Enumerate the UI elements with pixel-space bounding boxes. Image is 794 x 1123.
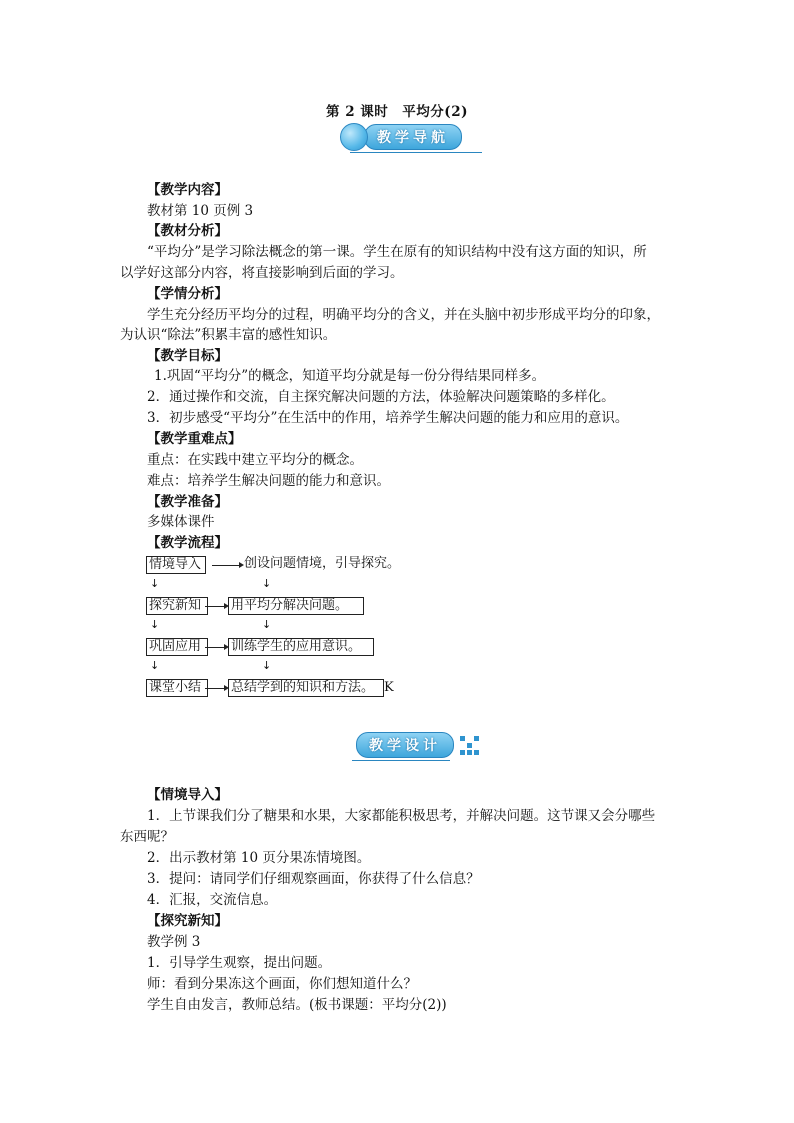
analysis-line-2: 以学好这部分内容，将直接影响到后面的学习。 [120, 265, 404, 281]
flow-stage-3: 巩固应用 [146, 638, 208, 656]
flow-tail-mark: K [384, 680, 394, 695]
banner-underline-2 [352, 760, 450, 761]
analysis-line-1: “平均分”是学习除法概念的第一课。学生在原有的知识结构中没有这方面的知识，所 [147, 244, 647, 260]
banner-underline [350, 152, 482, 153]
bubble-icon [340, 123, 368, 151]
flow-arrow-right-4 [205, 688, 225, 689]
flow-stage-1: 情境导入 [146, 556, 206, 574]
flow-arrow-down-1a: ↓ [150, 577, 160, 590]
flow-arrow-down-1b: ↓ [262, 577, 272, 590]
teaching-design-banner-label: 教学设计 [356, 732, 454, 758]
prep-text: 多媒体课件 [147, 514, 215, 530]
teaching-design-banner [356, 730, 479, 760]
teaching-guide-banner [340, 122, 462, 152]
flow-arrow-right-2 [205, 606, 225, 607]
key-heading: 【教学重难点】 [147, 431, 242, 447]
flow-arrow-down-2a: ↓ [150, 618, 160, 631]
flow-heading: 【教学流程】 [147, 535, 228, 551]
goal-item-1: 1.巩固“平均分”的概念，知道平均分就是每一份分得结果同样多。 [154, 368, 546, 384]
flow-stage-4: 课堂小结 [146, 679, 208, 697]
content-text: 教材第 10 页例 3 [147, 203, 254, 219]
flow-arrow-down-2b: ↓ [262, 618, 272, 631]
dots-icon [460, 736, 479, 755]
flow-stage-2: 探究新知 [146, 597, 208, 615]
flow-arrow-down-3b: ↓ [262, 659, 272, 672]
explore-heading: 【探究新知】 [147, 913, 228, 929]
situation-line-1: 学生充分经历平均分的过程，明确平均分的含义，并在头脑中初步形成平均分的印象， [147, 307, 660, 323]
goals-heading: 【教学目标】 [147, 348, 228, 364]
explore-line-1: 1．引导学生观察，提出问题。 [147, 955, 332, 971]
situation-line-2: 为认识“除法”积累丰富的感性知识。 [120, 327, 337, 343]
content-heading: 【教学内容】 [147, 182, 228, 198]
key-point: 重点：在实践中建立平均分的概念。 [147, 452, 363, 468]
explore-example: 教学例 3 [147, 934, 201, 950]
intro-line-1a: 1．上节课我们分了糖果和水果，大家都能积极思考，并解决问题。这节课又会分哪些 [147, 808, 656, 824]
intro-line-1b: 东西呢？ [120, 829, 174, 845]
situation-heading: 【学情分析】 [147, 286, 228, 302]
explore-line-2: 师：看到分果冻这个画面，你们想知道什么？ [147, 976, 417, 992]
intro-line-3: 3．提问：请同学们仔细观察画面，你获得了什么信息？ [147, 871, 480, 887]
analysis-heading: 【教材分析】 [147, 223, 228, 239]
intro-line-4: 4．汇报，交流信息。 [147, 892, 278, 908]
teaching-guide-banner-label: 教学导航 [364, 124, 462, 150]
flow-arrow-down-3a: ↓ [150, 659, 160, 672]
goal-item-2: 2．通过操作和交流，自主探究解决问题的方法，体验解决问题策略的多样化。 [147, 389, 615, 405]
flow-desc-3: 训练学生的应用意识。 [228, 638, 374, 656]
intro-heading: 【情境导入】 [147, 787, 228, 803]
goal-item-3: 3．初步感受“平均分”在生活中的作用，培养学生解决问题的能力和应用的意识。 [147, 410, 629, 426]
difficult-point: 难点：培养学生解决问题的能力和意识。 [147, 473, 390, 489]
flow-arrow-right-1 [212, 565, 240, 566]
prep-heading: 【教学准备】 [147, 494, 228, 510]
flow-arrow-right-3 [205, 647, 225, 648]
lesson-title: 第 2 课时 平均分(2) [326, 104, 468, 120]
flow-desc-4: 总结学到的知识和方法。 [228, 679, 384, 697]
intro-line-2: 2．出示教材第 10 页分果冻情境图。 [147, 850, 371, 866]
flow-desc-2: 用平均分解决问题。 [228, 597, 364, 615]
explore-line-3: 学生自由发言，教师总结。(板书课题：平均分(2)) [147, 997, 447, 1013]
flow-desc-1: 创设问题情境，引导探究。 [244, 556, 401, 571]
